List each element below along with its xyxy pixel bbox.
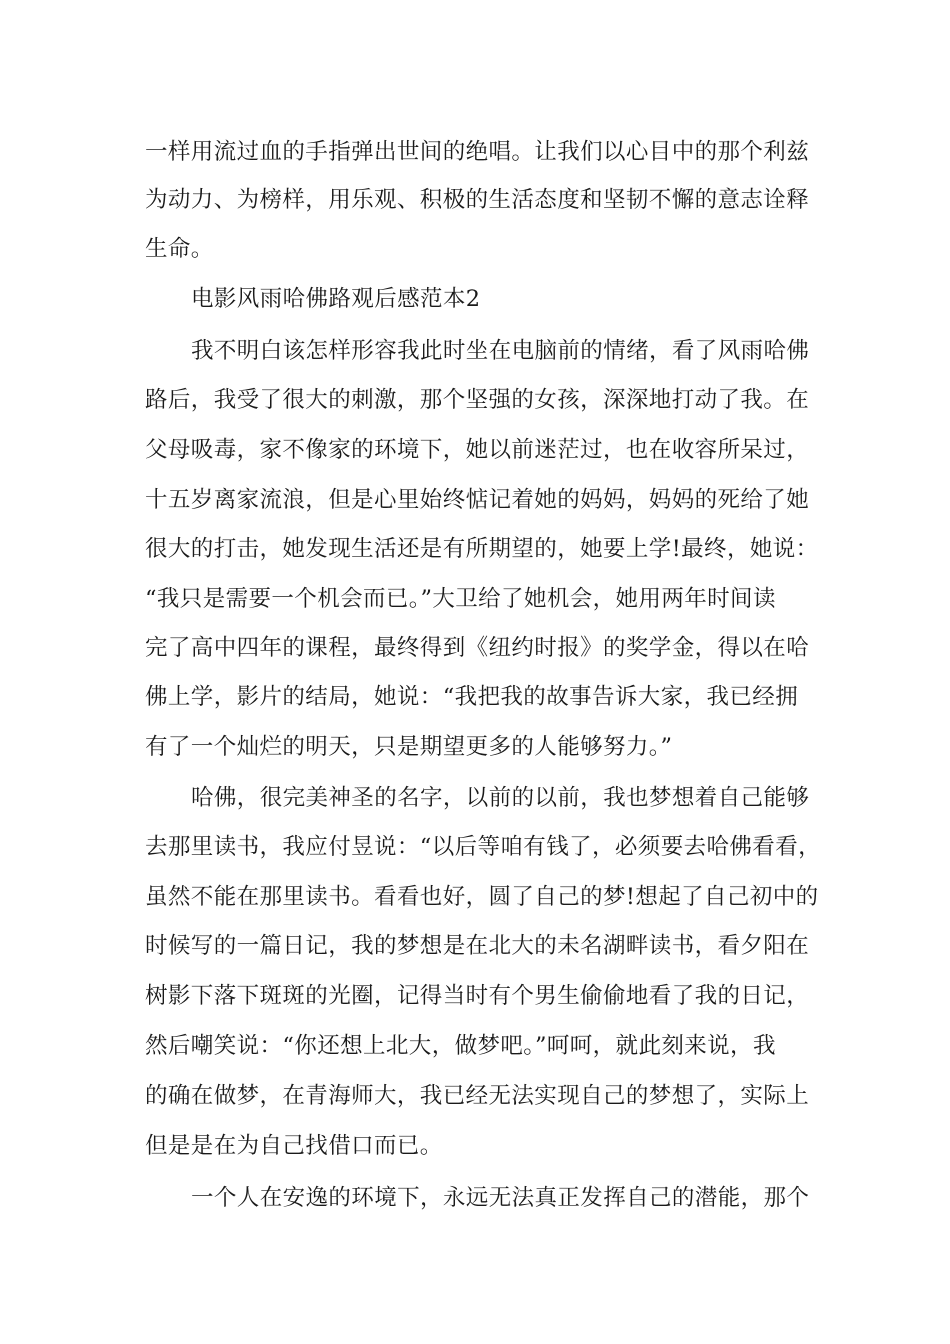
paragraph-line: 父母吸毒，家不像家的环境下，她以前迷茫过，也在收容所呆过， — [145, 437, 810, 463]
paragraph-line: 我不明白该怎样形容我此时坐在电脑前的情绪，看了风雨哈佛 — [191, 338, 810, 364]
paragraph-line: 十五岁离家流浪，但是心里始终惦记着她的妈妈，妈妈的死给了她 — [145, 487, 810, 513]
paragraph-line: 时候写的一篇日记，我的梦想是在北大的未名湖畔读书，看夕阳在 — [145, 933, 810, 959]
paragraph-line: 路后，我受了很大的刺激，那个坚强的女孩，深深地打动了我。在 — [145, 387, 810, 413]
paragraph-line: 一样用流过血的手指弹出世间的绝唱。让我们以心目中的那个利兹 — [145, 139, 810, 165]
paragraph-line: 生命。 — [145, 236, 214, 262]
paragraph-line: 但是是在为自己找借口而已。 — [145, 1133, 443, 1159]
paragraph-line: 虽然不能在那里读书。看看也好，圆了自己的梦!想起了自己初中的 — [145, 884, 819, 910]
paragraph-line: 很大的打击，她发现生活还是有所期望的，她要上学!最终，她说： — [145, 536, 819, 562]
paragraph-line: 哈佛，很完美神圣的名字，以前的以前，我也梦想着自己能够 — [191, 785, 810, 811]
paragraph-line: “我只是需要一个机会而已。”大卫给了她机会，她用两年时间读 — [145, 586, 776, 612]
paragraph-line: 佛上学，影片的结局，她说：“我把我的故事告诉大家，我已经拥 — [145, 684, 799, 710]
paragraph-line: 有了一个灿烂的明天，只是期望更多的人能够努力。” — [145, 734, 673, 760]
paragraph-line: 为动力、为榜样，用乐观、积极的生活态度和坚韧不懈的意志诠释 — [145, 187, 810, 213]
section-heading: 电影风雨哈佛路观后感范本2 — [191, 286, 481, 312]
paragraph-line: 去那里读书，我应付昱说：“以后等咱有钱了，必须要去哈佛看看， — [145, 834, 822, 860]
paragraph-line: 的确在做梦，在青海师大，我已经无法实现自己的梦想了，实际上 — [145, 1083, 810, 1109]
paragraph-line: 一个人在安逸的环境下，永远无法真正发挥自己的潜能，那个 — [191, 1185, 810, 1211]
paragraph-line: 完了高中四年的课程，最终得到《纽约时报》的奖学金，得以在哈 — [145, 635, 810, 661]
paragraph-line: 树影下落下斑斑的光圈，记得当时有个男生偷偷地看了我的日记， — [145, 983, 810, 1009]
paragraph-line: 然后嘲笑说：“你还想上北大，做梦吧。”呵呵，就此刻来说，我 — [145, 1033, 776, 1059]
